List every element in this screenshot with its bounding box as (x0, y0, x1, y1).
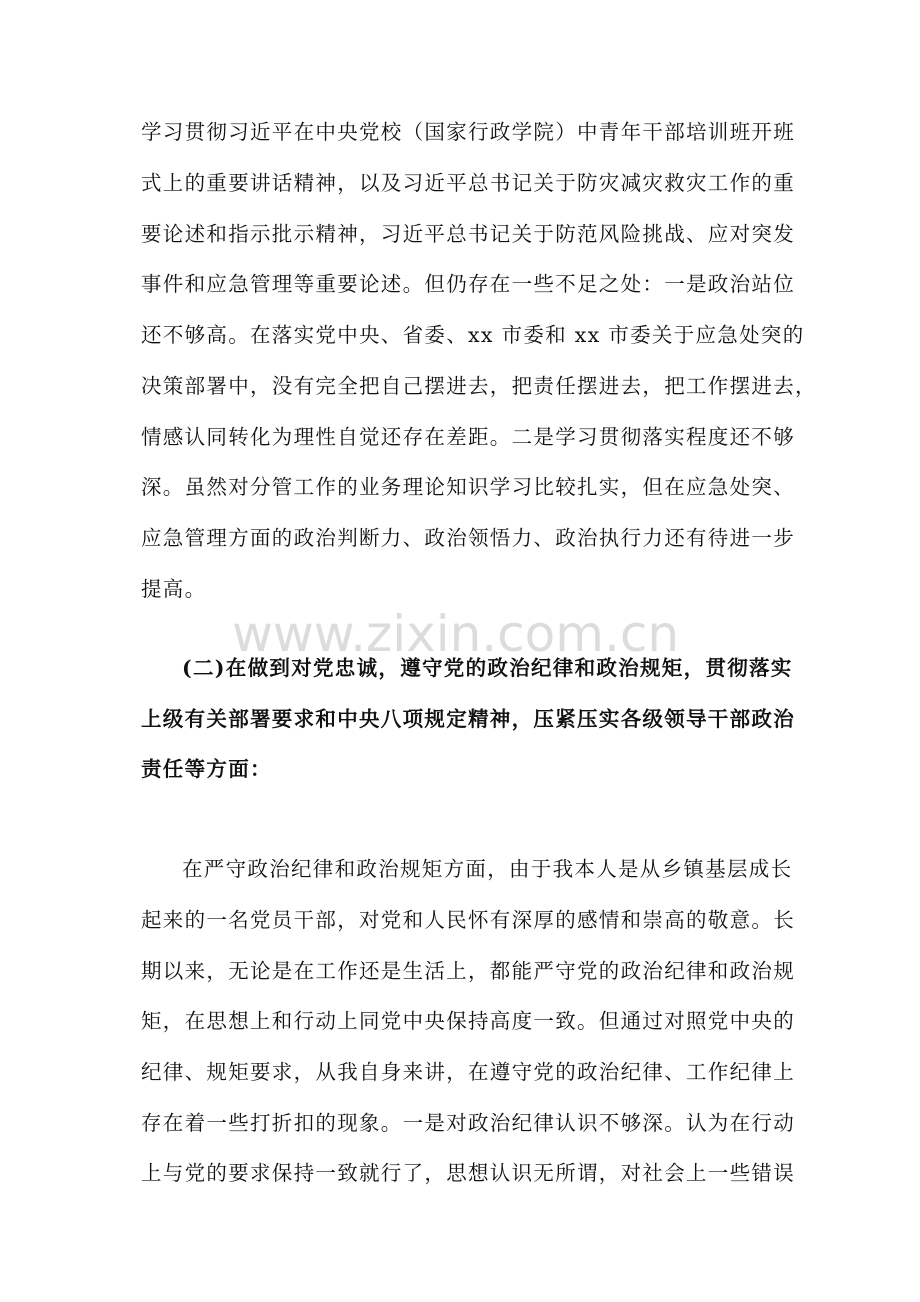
paragraph-2-line-1: 在严守政治纪律和政治规矩方面，由于我本人是从乡镇基层成长 (182, 857, 793, 881)
paragraph-1-line-4: 事件和应急管理等重要论述。但仍存在一些不足之处：一是政治站位 (141, 272, 795, 296)
section-heading-line-1: (二)在做到对党忠诚，遵守党的政治纪律和政治规矩，贯彻落实 (182, 656, 793, 680)
paragraph-2-line-7: 上与党的要求保持一致就行了，思想认识无所谓，对社会上一些错误 (141, 1161, 795, 1185)
paragraph-2-line-4: 矩，在思想上和行动上同党中央保持高度一致。但通过对照党中央的 (141, 1009, 795, 1033)
paragraph-1-line-10: 提高。 (141, 577, 207, 601)
paragraph-1-line-5: 还不够高。在落实党中央、省委、xx 市委和 xx 市委关于应急处突的 (141, 323, 805, 347)
watermark: www.zixin.com.cn (232, 605, 680, 663)
paragraph-2-line-5: 纪律、规矩要求，从我自身来讲，在遵守党的政治纪律、工作纪律上 (141, 1060, 795, 1084)
paragraph-2-line-2: 起来的一名党员干部，对党和人民怀有深厚的感情和崇高的敬意。长 (141, 908, 795, 932)
paragraph-1-line-6: 决策部署中，没有完全把自己摆进去，把责任摆进去，把工作摆进去， (141, 374, 817, 398)
paragraph-2-line-3: 期以来，无论是在工作还是生活上，都能严守党的政治纪律和政治规 (141, 959, 795, 983)
paragraph-1-line-8: 深。虽然对分管工作的业务理论知识学习比较扎实，但在应急处突、 (141, 475, 795, 499)
paragraph-1-line-1: 学习贯彻习近平在中央党校（国家行政学院）中青年干部培训班开班 (141, 120, 795, 144)
paragraph-1-line-3: 要论述和指示批示精神，习近平总书记关于防范风险挑战、应对突发 (141, 222, 795, 246)
paragraph-1-line-7: 情感认同转化为理性自觉还存在差距。二是学习贯彻落实程度还不够 (141, 425, 795, 449)
section-heading-line-3: 责任等方面： (141, 757, 272, 781)
paragraph-2-line-6: 存在着一些打折扣的现象。一是对政治纪律认识不够深。认为在行动 (141, 1111, 795, 1135)
paragraph-1-line-2: 式上的重要讲话精神，以及习近平总书记关于防灾减灾救灾工作的重 (141, 171, 795, 195)
section-heading-line-2: 上级有关部署要求和中央八项规定精神，压紧压实各级领导干部政治 (141, 707, 795, 731)
paragraph-1-line-9: 应急管理方面的政治判断力、政治领悟力、政治执行力还有待进一步 (141, 526, 795, 550)
